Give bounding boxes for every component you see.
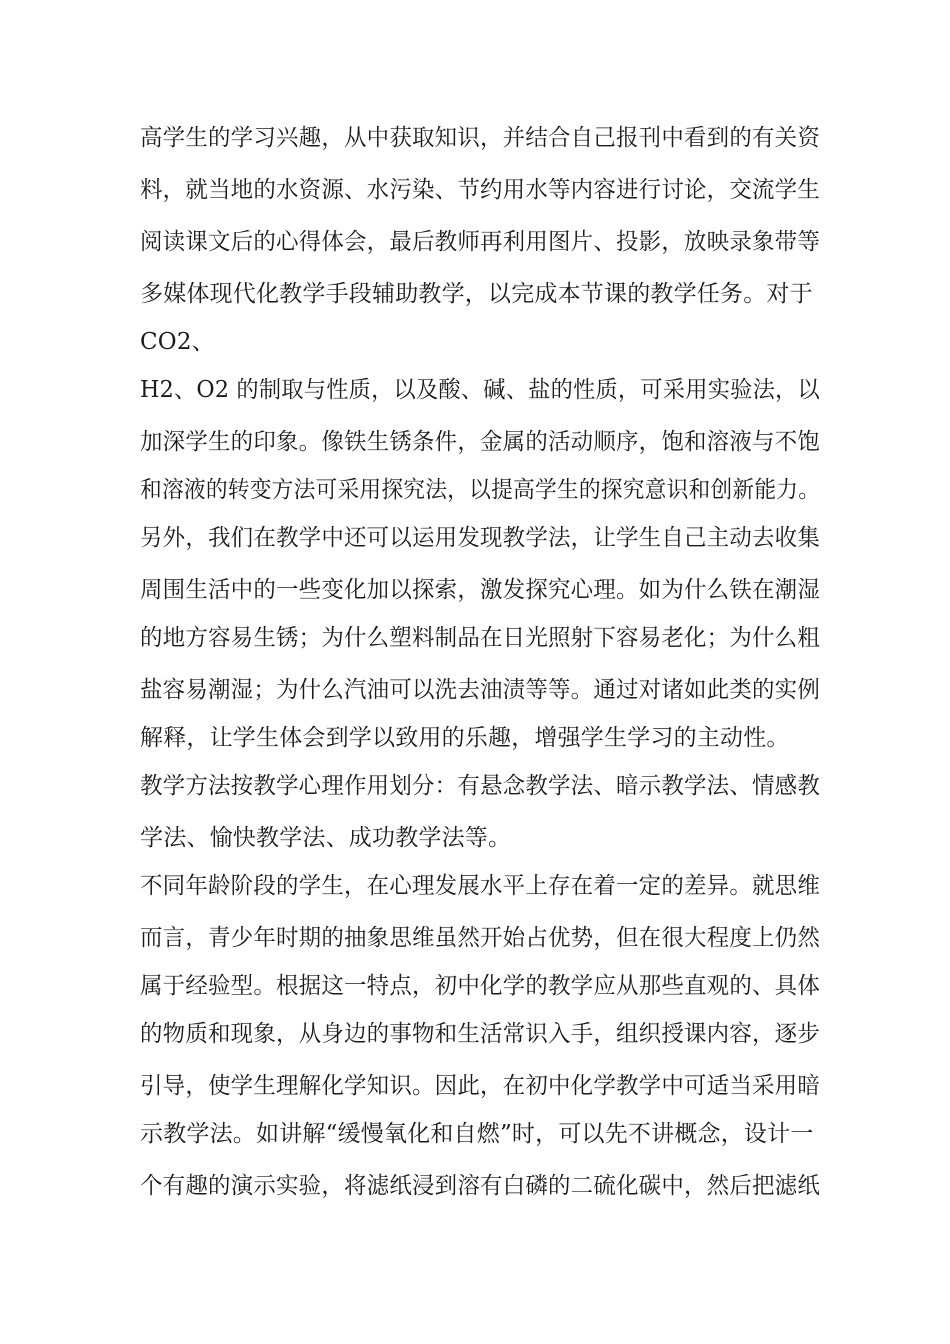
text-line-3: 阅读课文后的心得体会，最后教师再利用图片、投影，放映录象带等 xyxy=(140,229,820,255)
text-line-1: 高学生的学习兴趣，从中获取知识，并结合自己报刊中看到的有关资 xyxy=(140,125,820,151)
text-line-8: 和溶液的转变方法可采用探究法，以提高学生的探究意识和创新能力。 xyxy=(140,477,821,503)
text-line-20: 引导，使学生理解化学知识。因此，在初中化学教学中可适当采用暗 xyxy=(140,1073,820,1099)
text-line-9: 另外，我们在教学中还可以运用发现教学法，让学生自己主动去收集 xyxy=(140,525,820,551)
text-line-7: 加深学生的印象。像铁生锈条件，金属的活动顺序，饱和溶液与不饱 xyxy=(140,429,820,455)
text-line-12: 盐容易潮湿；为什么汽油可以洗去油渍等等。通过对诸如此类的实例 xyxy=(140,677,820,703)
text-line-2: 料，就当地的水资源、水污染、节约用水等内容进行讨论，交流学生 xyxy=(140,177,820,203)
text-line-22: 个有趣的演示实验，将滤纸浸到溶有白磷的二硫化碳中，然后把滤纸 xyxy=(140,1173,820,1199)
text-line-4: 多媒体现代化教学手段辅助教学，以完成本节课的教学任务。对于 xyxy=(140,281,813,307)
text-line-5: CO2、 xyxy=(140,329,215,355)
text-line-6: H2、O2 的制取与性质，以及酸、碱、盐的性质，可采用实验法，以 xyxy=(140,377,820,403)
text-line-18: 属于经验型。根据这一特点，初中化学的教学应从那些直观的、具体 xyxy=(140,973,820,999)
text-line-15: 学法、愉快教学法、成功教学法等。 xyxy=(140,825,512,851)
text-line-21: 示教学法。如讲解“缓慢氧化和自燃”时，可以先不讲概念，设计一 xyxy=(140,1121,814,1147)
text-line-13: 解释，让学生体会到学以致用的乐趣，增强学生学习的主动性。 xyxy=(140,725,790,751)
text-line-14: 教学方法按教学心理作用划分：有悬念教学法、暗示教学法、情感教 xyxy=(140,773,820,799)
text-line-11: 的地方容易生锈；为什么塑料制品在日光照射下容易老化；为什么粗 xyxy=(140,625,820,651)
text-line-17: 而言，青少年时期的抽象思维虽然开始占优势，但在很大程度上仍然 xyxy=(140,925,820,951)
text-line-10: 周围生活中的一些变化加以探索，激发探究心理。如为什么铁在潮湿 xyxy=(140,577,820,603)
text-line-19: 的物质和现象，从身边的事物和生活常识入手，组织授课内容，逐步 xyxy=(140,1021,820,1047)
text-line-16: 不同年龄阶段的学生，在心理发展水平上存在着一定的差异。就思维 xyxy=(140,873,820,899)
